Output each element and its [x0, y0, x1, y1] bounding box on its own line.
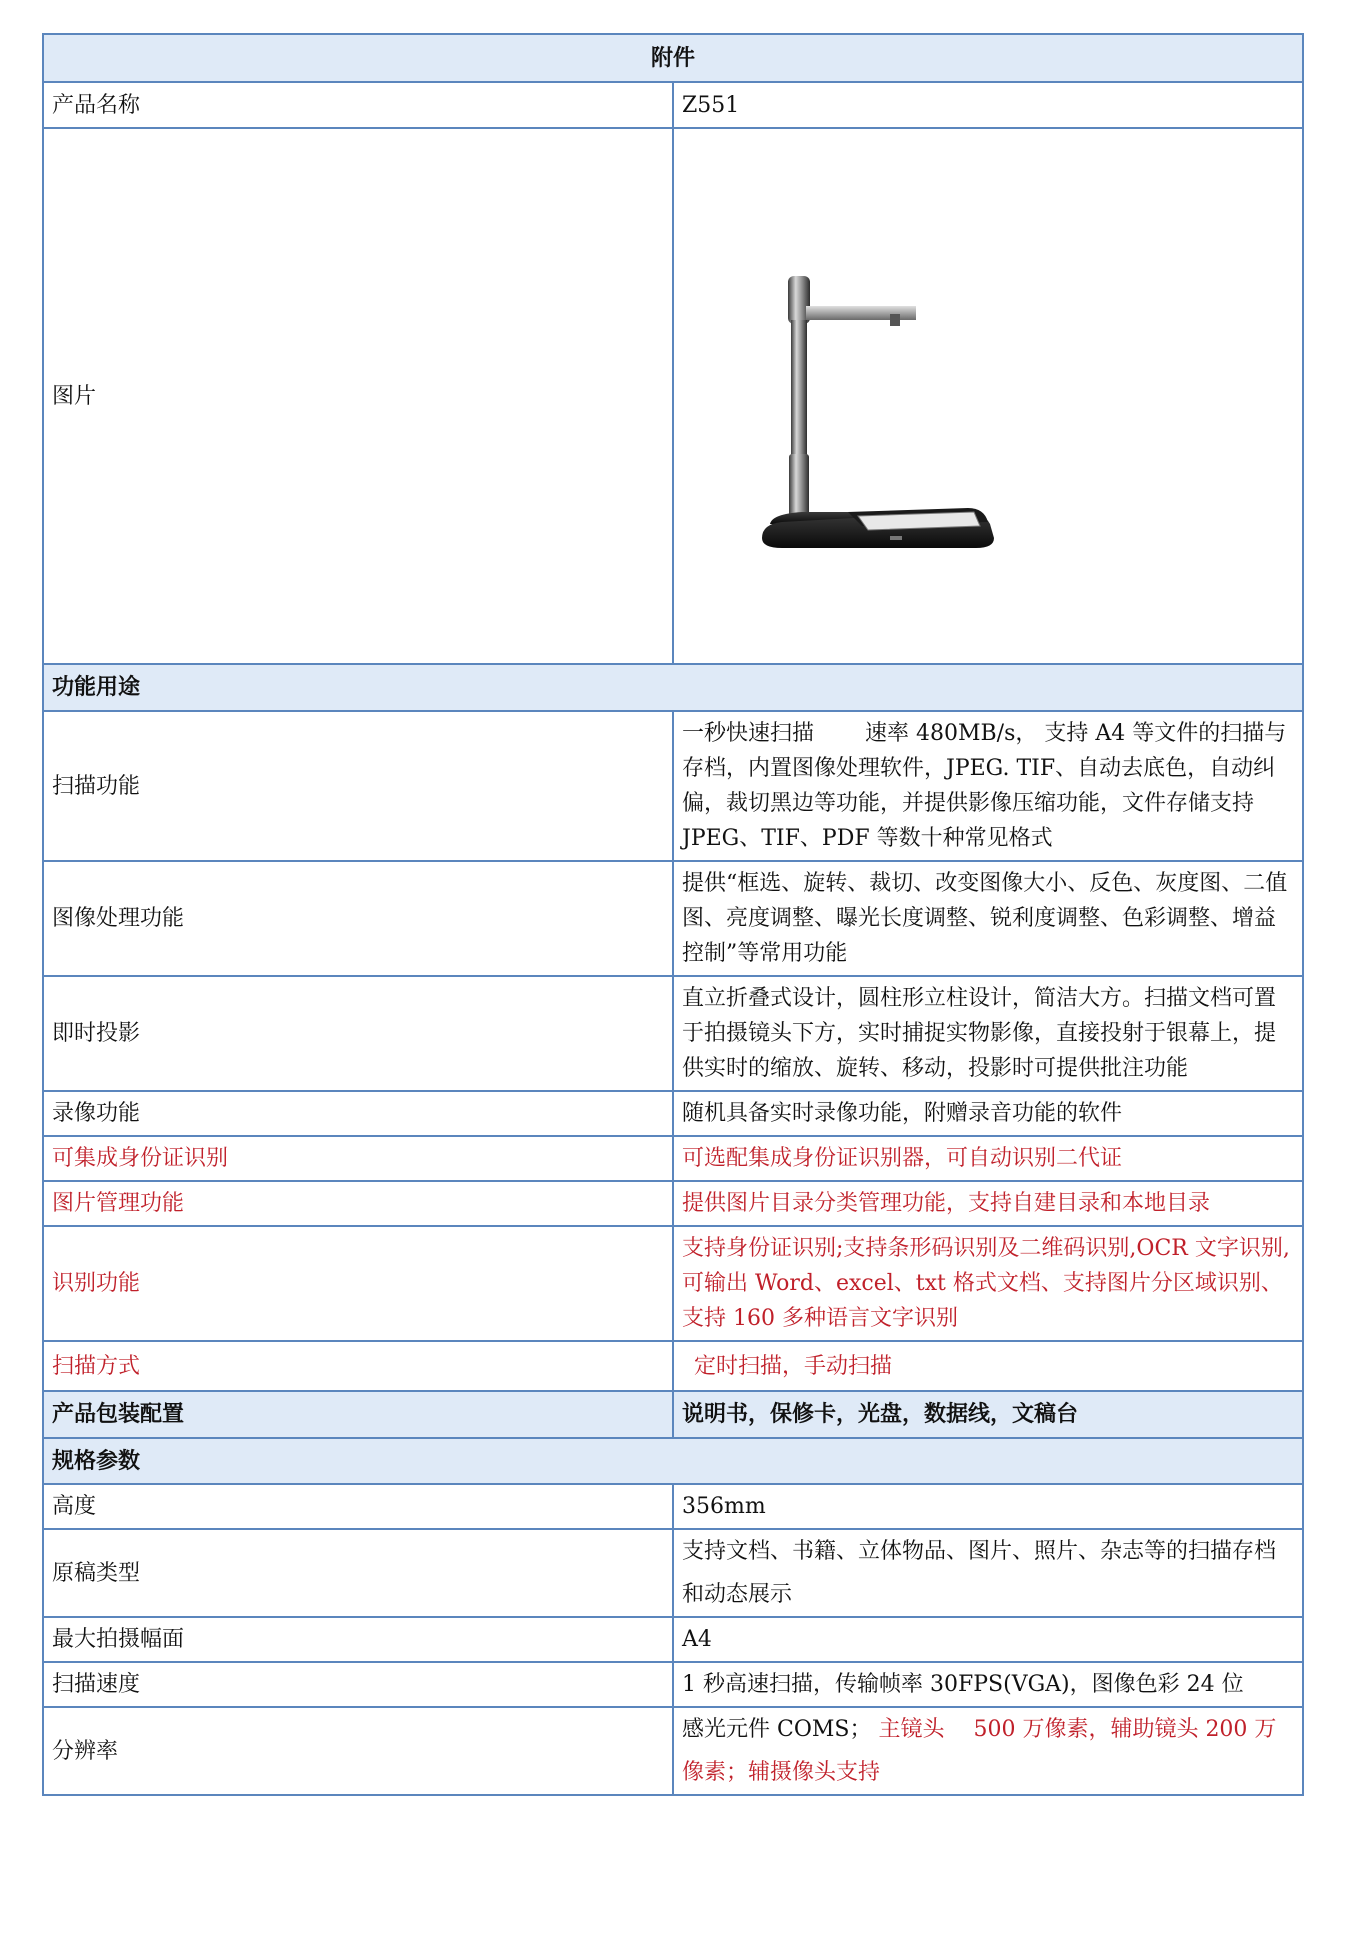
spec-section-row — [43, 1438, 1303, 1484]
scan-function-row — [43, 711, 1303, 861]
recording-value: 随机具备实时录像功能，附赠录音功能的软件 — [673, 1091, 1303, 1136]
original-type-value: 支持文档、书籍、立体物品、图片、照片、杂志等的扫描存档和动态展示 — [673, 1529, 1303, 1617]
product-name-value: Z551 — [673, 82, 1303, 128]
max-size-row — [43, 1617, 1303, 1662]
scan-speed-row — [43, 1662, 1303, 1707]
scan-function-label: 扫描功能 — [43, 711, 673, 861]
image-processing-value: 提供“框选、旋转、裁切、改变图像大小、反色、灰度图、二值图、亮度调整、曝光长度调整、锐利度调整、色彩调整、增益控制”等常用功能 — [673, 861, 1303, 976]
image-management-label: 图片管理功能 — [43, 1181, 673, 1226]
image-processing-label: 图像处理功能 — [43, 861, 673, 976]
id-card-label: 可集成身份证识别 — [43, 1136, 673, 1181]
resolution-sensor-text: 感光元件 COMS； — [682, 1717, 872, 1742]
scan-speed-value: 1 秒高速扫描，传输帧率 30FPS(VGA)，图像色彩 24 位 — [673, 1662, 1303, 1707]
scan-mode-label: 扫描方式 — [43, 1341, 673, 1391]
max-size-value: A4 — [673, 1617, 1303, 1662]
max-size-label: 最大拍摄幅面 — [43, 1617, 673, 1662]
recognition-row — [43, 1226, 1303, 1341]
recording-row — [43, 1091, 1303, 1136]
package-value: 说明书，保修卡，光盘，数据线，文稿台 — [673, 1391, 1303, 1438]
projection-row — [43, 976, 1303, 1091]
id-card-row — [43, 1136, 1303, 1181]
function-section-row — [43, 664, 1303, 711]
height-row — [43, 1484, 1303, 1529]
package-label: 产品包装配置 — [43, 1391, 673, 1438]
height-value: 356mm — [673, 1484, 1303, 1529]
product-name-row — [43, 82, 1303, 128]
package-row — [43, 1391, 1303, 1438]
scan-speed-label: 扫描速度 — [43, 1662, 673, 1707]
function-section-title: 功能用途 — [43, 664, 1303, 711]
document-camera-icon — [762, 276, 1022, 576]
original-type-row — [43, 1529, 1303, 1617]
resolution-camera-text: 主镜头 500 万像素，辅助镜头 200 万像素；辅摄像头支持 — [682, 1717, 1277, 1785]
spec-sheet-table — [42, 33, 1304, 1796]
product-name-label: 产品名称 — [43, 82, 673, 128]
scan-function-value: 一秒快速扫描 速率 480MB/s， 支持 A4 等文件的扫描与存档，内置图像处理软件，JPEG. TIF、自动去底色，自动纠偏，裁切黑边等功能，并提供影像压缩功能，文件存储支持 JPEG、TIF、PDF 等数十种常见格式 — [673, 711, 1303, 861]
image-management-value: 提供图片目录分类管理功能，支持自建目录和本地目录 — [673, 1181, 1303, 1226]
original-type-label: 原稿类型 — [43, 1529, 673, 1617]
recording-label: 录像功能 — [43, 1091, 673, 1136]
image-management-row — [43, 1181, 1303, 1226]
scan-mode-row — [43, 1341, 1303, 1391]
scan-mode-value: 定时扫描，手动扫描 — [673, 1341, 1303, 1391]
recognition-value: 支持身份证识别;支持条形码识别及二维码识别,OCR 文字识别,可输出 Word、excel、txt 格式文档、支持图片分区域识别、支持 160 多种语言文字识别 — [673, 1226, 1303, 1341]
document-title: 附件 — [43, 34, 1303, 82]
height-label: 高度 — [43, 1484, 673, 1529]
resolution-label: 分辨率 — [43, 1707, 673, 1795]
recognition-label: 识别功能 — [43, 1226, 673, 1341]
image-label: 图片 — [43, 128, 673, 664]
projection-label: 即时投影 — [43, 976, 673, 1091]
title-row — [43, 34, 1303, 82]
resolution-value — [673, 1707, 1303, 1795]
resolution-row — [43, 1707, 1303, 1795]
image-processing-row — [43, 861, 1303, 976]
image-row — [43, 128, 1303, 664]
id-card-value: 可选配集成身份证识别器，可自动识别二代证 — [673, 1136, 1303, 1181]
product-image-cell — [673, 128, 1303, 664]
projection-value: 直立折叠式设计，圆柱形立柱设计，简洁大方。扫描文档可置于拍摄镜头下方，实时捕捉实物影像，直接投射于银幕上，提供实时的缩放、旋转、移动，投影时可提供批注功能 — [673, 976, 1303, 1091]
spec-section-title: 规格参数 — [43, 1438, 1303, 1484]
